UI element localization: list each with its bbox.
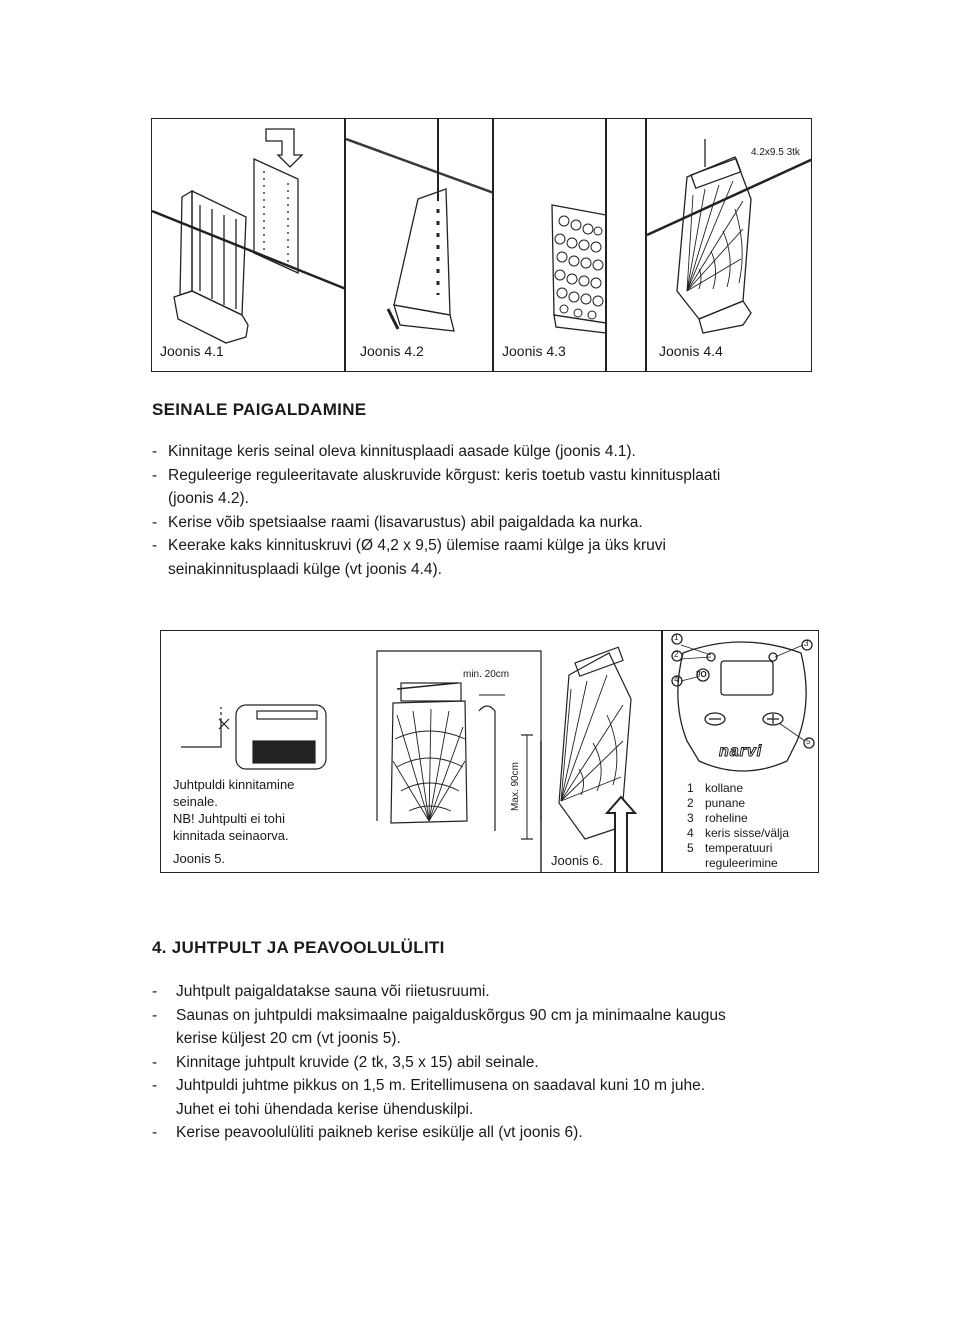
legend-item: reguleerimine	[705, 856, 778, 870]
list-item: - Kinnitage keris seinal oleva kinnitusplaadi aasade külge (joonis 4.1).	[152, 440, 720, 464]
heater-stones-drawing	[494, 119, 646, 372]
screw-label: 4.2x9.5 3tk	[751, 147, 800, 158]
legend-item: 2 punane	[687, 796, 746, 810]
control-panel-figure	[662, 630, 819, 873]
figure-4-2	[345, 118, 493, 372]
legend-item: 1 kollane	[687, 781, 744, 795]
figure-5-note-line: Juhtpuldi kinnitamine	[173, 777, 295, 792]
figure-6-caption: Joonis 6.	[551, 853, 604, 868]
callout-3: 3	[804, 639, 809, 648]
list-item: - Kinnitage juhtpult kruvide (2 tk, 3,5 x 15) abil seinale.	[152, 1051, 726, 1075]
callout-1: 1	[674, 633, 679, 642]
figure-5-note-line: seinale.	[173, 794, 218, 809]
callout-5: 5	[806, 737, 811, 746]
brand-logo: narvi	[719, 743, 763, 760]
power-symbol: I/O	[696, 670, 707, 679]
figure-4-3	[493, 118, 646, 372]
figure-5-note-line: NB! Juhtpulti ei tohi	[173, 811, 286, 826]
list-item: - Juhtpult paigaldatakse sauna või riietusruumi.	[152, 980, 726, 1004]
list-item-continuation: seinakinnitusplaadi külge (vt joonis 4.4).	[168, 560, 442, 578]
list-item: - Juhtpuldi juhtme pikkus on 1,5 m. Eritellimusena on saadaval kuni 10 m juhe.	[152, 1074, 726, 1098]
legend-item: 5 temperatuuri	[687, 841, 773, 855]
list-item-continuation: (joonis 4.2).	[168, 490, 249, 507]
wall-mounting-instructions	[152, 440, 720, 581]
min-distance-label: min. 20cm	[463, 669, 510, 680]
section-heading-wall-mounting: SEINALE PAIGALDAMINE	[152, 400, 367, 419]
callout-4: 4	[674, 675, 679, 684]
figure-4-4	[646, 118, 812, 372]
legend-item: 4 keris sisse/välja	[687, 826, 790, 840]
list-item-continuation: Juhet ei tohi ühendada kerise ühenduskilpi.	[176, 1100, 474, 1118]
section-heading-control-unit: 4. JUHTPULT JA PEAVOOLULÜLITI	[152, 938, 445, 957]
list-item: - Kerise peavoolulüliti paikneb kerise esikülje all (vt joonis 6).	[152, 1121, 726, 1145]
figure-4-3-caption: Joonis 4.3	[502, 343, 566, 359]
list-item: - Saunas on juhtpuldi maksimaalne paigalduskõrgus 90 cm ja minimaalne kaugus	[152, 1004, 726, 1028]
list-item: - Reguleerige reguleeritavate aluskruvide kõrgust: keris toetub vastu kinnitusplaati	[152, 464, 720, 488]
callout-2: 2	[674, 650, 679, 659]
figure-5-and-6	[160, 630, 662, 873]
list-item: - Keerake kaks kinnituskruvi (Ø 4,2 x 9,5) ülemise raami külge ja üks kruvi	[152, 534, 720, 558]
figure-5-caption: Joonis 5.	[173, 851, 226, 866]
list-item: - Kerise võib spetsiaalse raami (lisavarustus) abil paigaldada ka nurka.	[152, 511, 720, 535]
heater-side-drawing	[346, 119, 493, 372]
figure-4-1-caption: Joonis 4.1	[160, 343, 224, 359]
figure-5-note-line: kinnitada seinaorva.	[173, 828, 289, 843]
legend-item: 3 roheline	[687, 811, 748, 825]
max-height-label: Max. 90cm	[509, 762, 521, 811]
list-item-continuation: kerise küljest 20 cm (vt joonis 5).	[176, 1030, 401, 1047]
figure-4-4-caption: Joonis 4.4	[659, 343, 723, 359]
control-unit-instructions	[152, 980, 726, 1145]
heater-frame-drawing	[152, 119, 345, 372]
figure-4-1	[151, 118, 345, 372]
figure-4-2-caption: Joonis 4.2	[360, 343, 424, 359]
